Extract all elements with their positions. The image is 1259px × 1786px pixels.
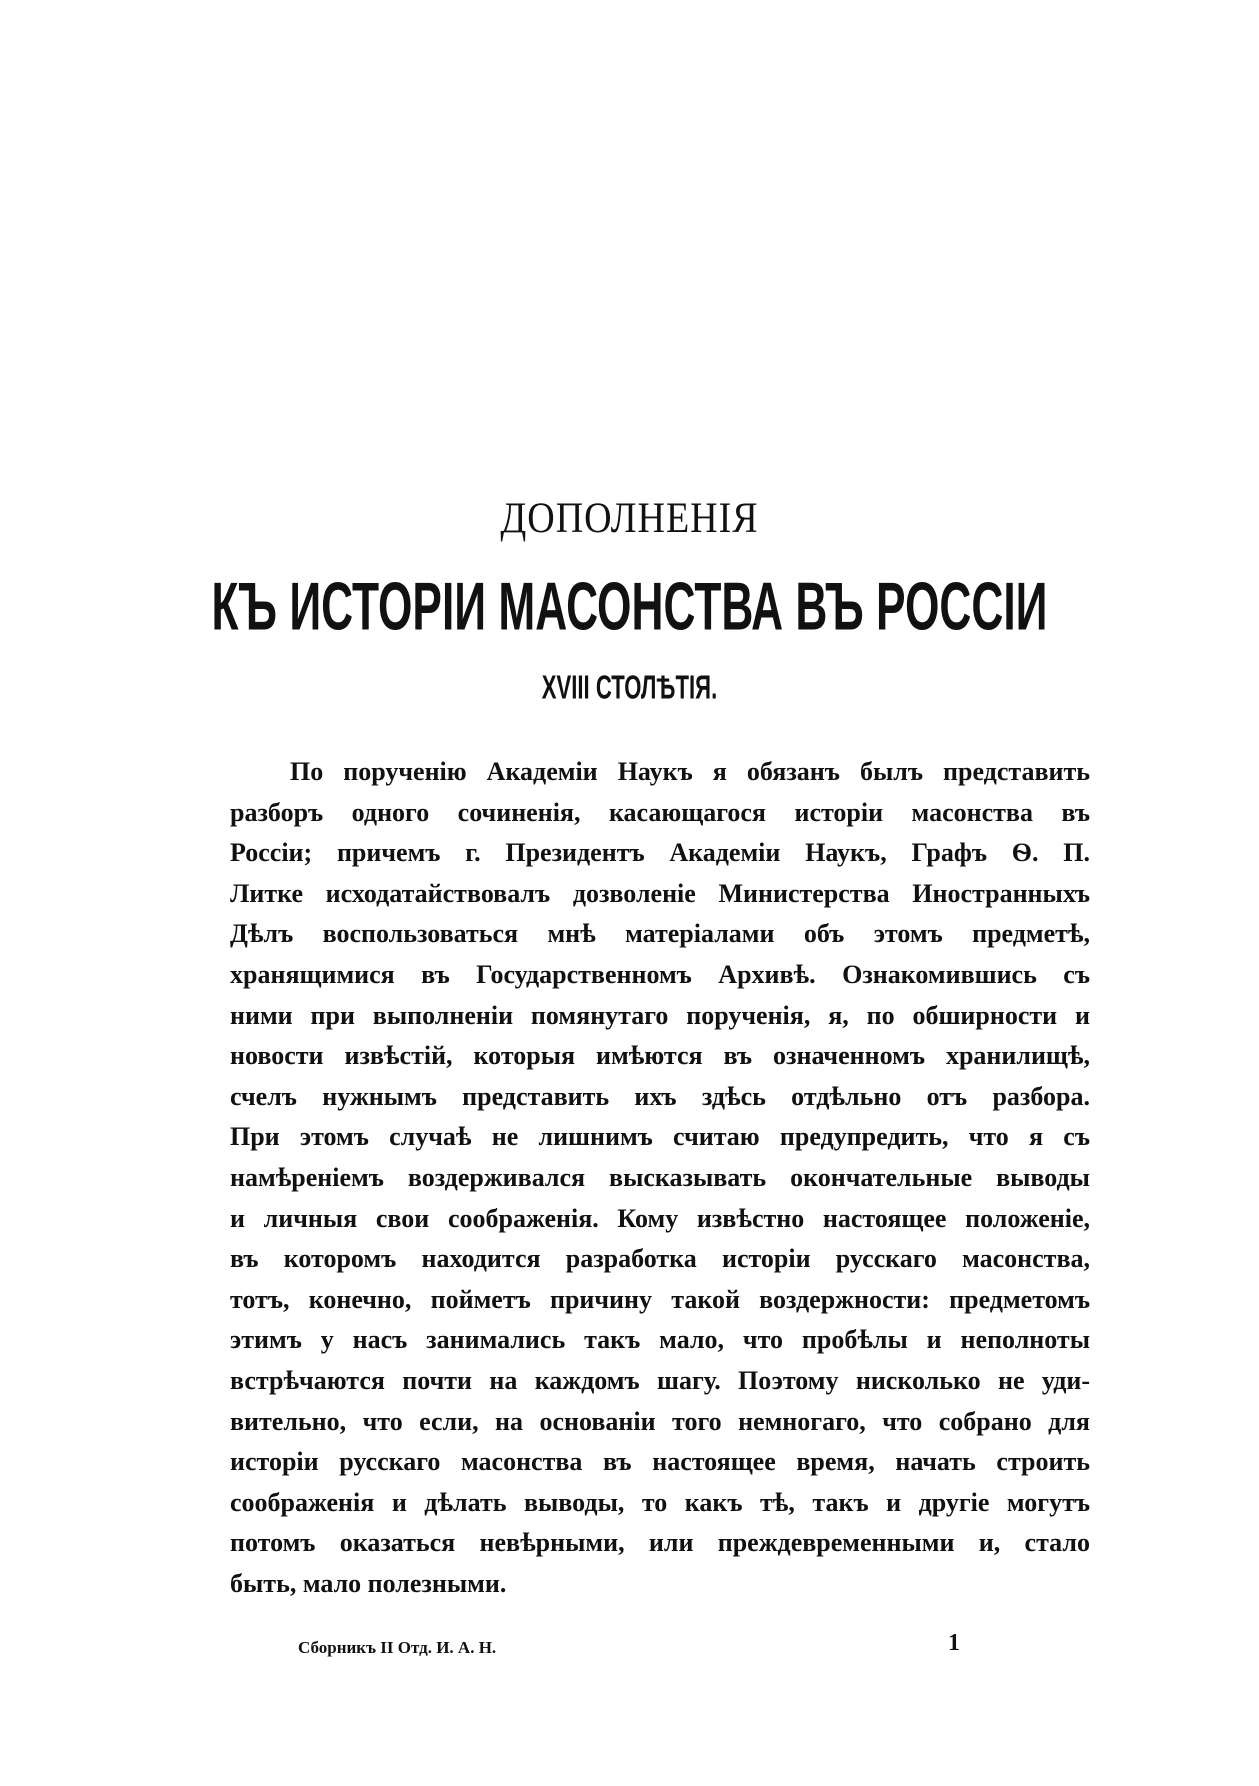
text-line: соображенія и дѣлать выводы, то какъ тѣ, такъ и другіе могутъ: [230, 1487, 1090, 1517]
text-line: хранящимися въ Государственномъ Архивѣ. Ознакомившись съ: [230, 959, 1090, 989]
text-line: тотъ, конечно, пойметъ причину такой воздержности: предметомъ: [230, 1284, 1090, 1314]
text-line: въ которомъ находится разработка исторіи русскаго масонства,: [230, 1244, 1090, 1274]
text-line: При этомъ случаѣ не лишнимъ считаю предупредить, что я съ: [230, 1122, 1090, 1152]
text-line: разборъ одного сочиненія, касающагося исторіи масонства въ: [230, 797, 1090, 827]
body-paragraph: [230, 752, 1090, 1604]
text-line: и личныя свои соображенія. Кому извѣстно настоящее положеніе,: [230, 1203, 1090, 1233]
footer-signature: Сборникъ II Отд. И. А. Н.: [298, 1638, 497, 1657]
text-line: Дѣлъ воспользоваться мнѣ матеріалами объ этомъ предметѣ,: [230, 919, 1090, 949]
text-line: новости извѣстій, которыя имѣются въ означенномъ хранилищѣ,: [230, 1041, 1090, 1071]
title-supplements: ДОПОЛНЕНІЯ: [500, 493, 759, 543]
text-line: исторіи русскаго масонства въ настоящее время, начать строить: [230, 1447, 1090, 1477]
text-line: намѣреніемъ воздерживался высказывать окончательные выводы: [230, 1162, 1090, 1192]
text-line: ними при выполненіи помянутаго порученія, я, по обширности и: [230, 1000, 1090, 1030]
text-line: этимъ у насъ занимались такъ мало, что пробѣлы и неполноты: [230, 1325, 1090, 1355]
text-line: вительно, что если, на основаніи того немногаго, что собрано для: [230, 1406, 1090, 1436]
text-line: счелъ нужнымъ представить ихъ здѣсь отдѣльно отъ разбора.: [230, 1081, 1090, 1111]
page-number: 1: [948, 1630, 960, 1656]
text-line: Литке исходатайствовалъ дозволеніе Министерства Иностранныхъ: [230, 878, 1090, 908]
text-line: Россіи; причемъ г. Президентъ Академіи Наукъ, Графъ Ѳ. П.: [230, 838, 1090, 868]
text-line: потомъ оказаться невѣрными, или преждевременными и, стало: [230, 1528, 1090, 1558]
text-line: По порученію Академіи Наукъ я обязанъ былъ представить: [290, 757, 1090, 786]
title-main: КЪ ИСТОРІИ МАСОНСТВА ВЪ РОССІИ: [211, 569, 1048, 645]
text-line: встрѣчаются почти на каждомъ шагу. Поэтому нисколько не уди-: [230, 1365, 1090, 1395]
title-century: XVIII СТОЛѢТІЯ.: [541, 667, 718, 707]
text-line: быть, мало полезными.: [230, 1568, 507, 1598]
